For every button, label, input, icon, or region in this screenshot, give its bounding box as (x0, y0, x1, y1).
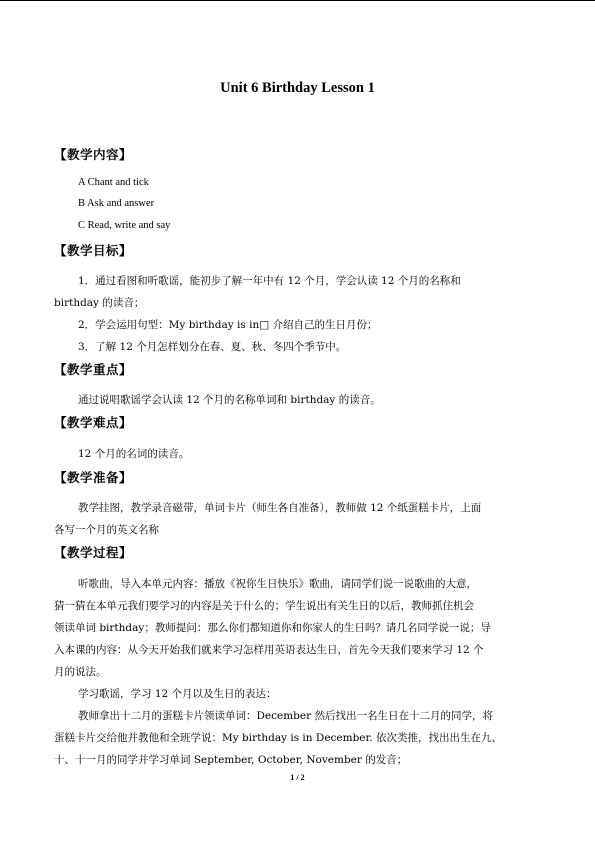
process-line: 学习歌谣，学习 12 个月以及生日的表达： (78, 688, 277, 700)
process-line: 听歌曲，导入本单元内容：播放《祝你生日快乐》歌曲，请同学们说一说歌曲的大意， (78, 578, 477, 590)
heading-teaching-goals: 【教学目标】 (54, 243, 133, 258)
process-line: 蛋糕卡片交给他并教他和全班学说：My birthday is in December. 依次类推，找出出生在九、 (54, 732, 503, 744)
top-rule (0, 0, 595, 1)
process-line: 十、十一月的同学并学习单词 September, October, November 的发音； (54, 754, 408, 766)
preparation-line: 各写一个月的英文名称 (54, 524, 159, 536)
heading-teaching-process: 【教学过程】 (54, 545, 133, 560)
page-number: 1 / 2 (290, 773, 305, 782)
process-line: 月的说法。 (54, 666, 107, 678)
process-line: 入本课的内容：从今天开始我们就来学习怎样用英语表达生日，首先今天我们要来学习 12 个 (54, 644, 484, 656)
goal-line: 1．通过看图和听歌谣，能初步了解一年中有 12 个月，学会认读 12 个月的名称和 (78, 275, 461, 287)
content-item: C Read, write and say (78, 220, 171, 231)
preparation-line: 教学挂图，教学录音磁带，单词卡片（师生各自准备），教师做 12 个纸蛋糕卡片，上面 (78, 502, 482, 514)
heading-key-points: 【教学重点】 (54, 362, 133, 377)
heading-teaching-content: 【教学内容】 (54, 147, 133, 162)
heading-preparation: 【教学准备】 (54, 470, 133, 485)
process-line: 教师拿出十二月的蛋糕卡片领读单词：December 然后找出一名生日在十二月的同学，将 (78, 710, 493, 722)
content-item: B Ask and answer (78, 198, 155, 209)
goal-line: 2．学会运用句型：My birthday is in□ 介绍自己的生日月份； (78, 319, 378, 331)
goal-line: birthday 的读音； (54, 297, 145, 309)
process-line: 猜一猜在本单元我们要学习的内容是关于什么的；学生说出有关生日的以后，教师抓住机会 (54, 600, 474, 612)
difficulty-line: 12 个月的名词的读音。 (78, 448, 190, 460)
content-item: A Chant and tick (78, 177, 149, 188)
heading-difficulties: 【教学难点】 (54, 415, 133, 430)
key-point-line: 通过说唱歌谣学会认读 12 个月的名称单词和 birthday 的读音。 (78, 394, 381, 406)
process-line: 领读单词 birthday；教师提问：那么你们都知道你和你家人的生日吗？请几名同学说一说；导 (54, 622, 491, 634)
goal-line: 3．了解 12 个月怎样划分在春、夏、秋、冬四个季节中。 (78, 341, 347, 353)
page-title: Unit 6 Birthday Lesson 1 (220, 80, 375, 96)
